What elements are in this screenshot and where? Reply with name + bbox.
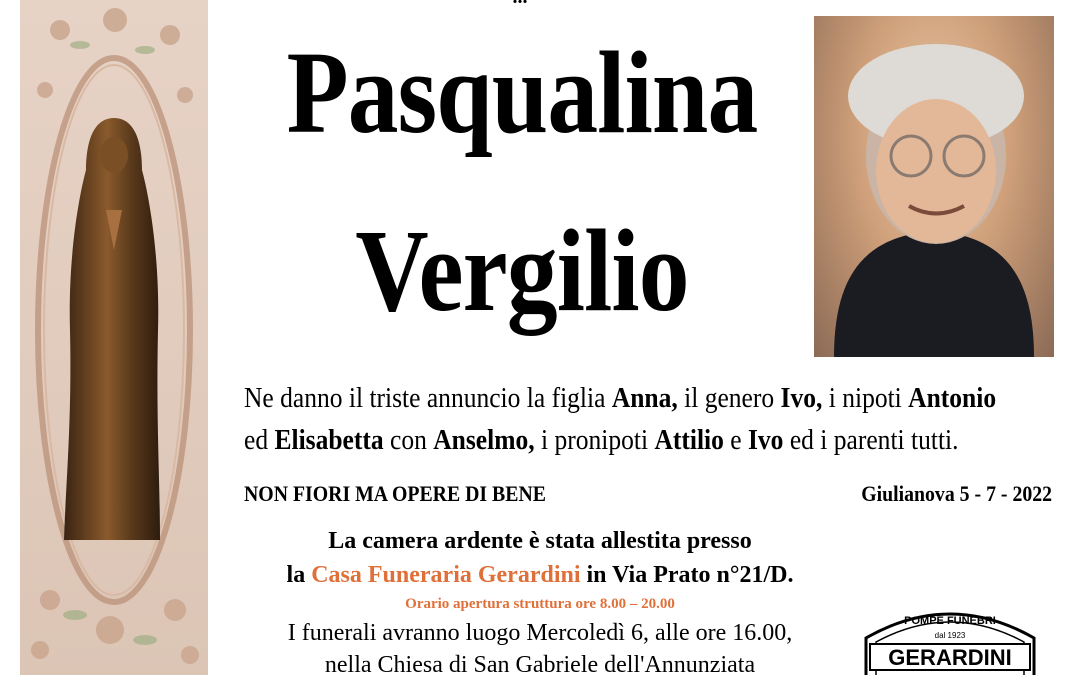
deceased-photo <box>814 16 1054 357</box>
top-cut-line <box>250 0 790 6</box>
no-flowers-notice: NON FIORI MA OPERE DI BENE <box>244 481 546 506</box>
funeral-line-1: I funerali avranno luogo Mercoledì 6, alle ore 16.00, <box>287 620 793 646</box>
deceased-first-name: Pasqualina <box>286 27 758 158</box>
announcement-line-1: Ne danno il triste annuncio la figlia Anna, il genero Ivo, i nipoti Antonio <box>244 382 997 414</box>
place-and-date: Giulianova 5 - 7 - 2022 <box>861 481 1052 506</box>
funeral-home-name: Casa Funeraria Gerardini <box>311 562 581 588</box>
chapel-line-2: la Casa Funeraria Gerardini in Via Prato n°21/D. <box>286 562 794 588</box>
chapel-line-1: La camera ardente è stata allestita presso <box>328 528 752 554</box>
funeral-line-2: nella Chiesa di San Gabriele dell'Annunziata <box>324 652 756 675</box>
announcement-line-2: ed Elisabetta con Anselmo, i pronipoti Attilio e Ivo ed i parenti tutti. <box>244 424 959 456</box>
logo-name-text: GERARDINI <box>888 645 1012 670</box>
gerardini-logo <box>856 598 1044 675</box>
deceased-last-name: Vergilio <box>355 205 689 336</box>
death-announcement <box>244 377 997 461</box>
madonna-illustration <box>20 0 208 675</box>
logo-since-text: dal 1923 <box>934 631 966 640</box>
madonna-decorative-panel <box>20 0 208 675</box>
opening-hours: Orario apertura struttura ore 8.00 – 20.00 <box>405 596 675 612</box>
logo-top-text: POMPE FUNEBRI <box>904 615 996 627</box>
